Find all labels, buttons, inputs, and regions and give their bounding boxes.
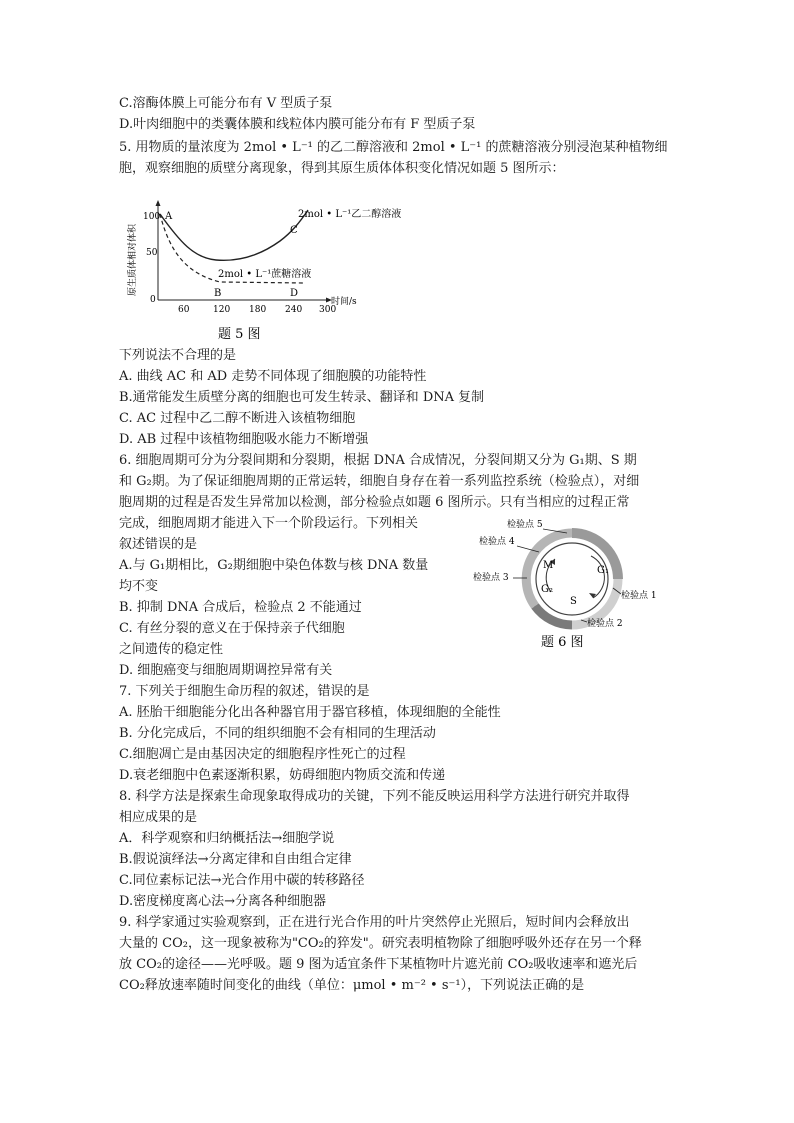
q6-stem-line4: 完成，细胞周期才能进入下一个阶段运行。下列相关 xyxy=(119,516,419,531)
q5-stem-line1: 5. 用物质的量浓度为 2mol • L⁻¹ 的乙二醇溶液和 2mol • L⁻¹ 的蔗糖溶液分别浸泡某种植物细 xyxy=(119,140,668,155)
q8-option-b: B.假说演绎法→分离定律和自由组合定律 xyxy=(119,852,352,867)
point-c-label: C xyxy=(290,225,298,236)
phase-s-label: S xyxy=(570,596,577,607)
q4-option-c: C.溶酶体膜上可能分布有 V 型质子泵 xyxy=(119,96,333,111)
q9-stem-line1: 9. 科学家通过实验观察到，正在进行光合作用的叶片突然停止光照后，短时间内会释放出 xyxy=(119,915,630,930)
x-tick-240: 240 xyxy=(285,305,303,315)
q6-option-a-line1: A.与 G₁期相比，G₂期细胞中染色体数与核 DNA 数量 xyxy=(119,558,429,573)
checkpoint-1-label: 检验点 1 xyxy=(621,591,657,601)
y-tick-0: 0 xyxy=(150,295,156,305)
q6-option-c-line1: C. 有丝分裂的意义在于保持亲子代细胞 xyxy=(119,621,345,636)
q6-option-b: B. 抑制 DNA 合成后，检验点 2 不能通过 xyxy=(119,600,362,615)
q7-stem: 7. 下列关于细胞生命历程的叙述，错误的是 xyxy=(119,684,370,699)
q8-option-c: C.同位素标记法→光合作用中碳的转移路径 xyxy=(119,873,365,888)
figure-6-cell-cycle xyxy=(455,516,695,656)
q7-option-b: B. 分化完成后，不同的组织细胞不会有相同的生理活动 xyxy=(119,726,436,741)
checkpoint-4-label: 检验点 4 xyxy=(479,537,515,547)
figure-5-caption: 题 5 图 xyxy=(218,327,261,342)
q6-option-d: D. 细胞癌变与细胞周期调控异常有关 xyxy=(119,663,333,678)
ethylene-glycol-curve xyxy=(160,210,308,260)
figure-5-chart xyxy=(122,196,402,346)
q7-option-d: D.衰老细胞中色素逐渐积累，妨碍细胞内物质交流和传递 xyxy=(119,768,446,783)
q9-stem-line2: 大量的 CO₂，这一现象被称为"CO₂的猝发"。研究表明植物除了细胞呼吸外还存在另一个释 xyxy=(119,936,642,951)
x-tick-120: 120 xyxy=(213,305,231,315)
q5-stem-line2: 胞，观察细胞的质壁分离现象，得到其原生质体体积变化情况如题 5 图所示： xyxy=(119,161,565,176)
figure-6-caption: 题 6 图 xyxy=(541,635,584,650)
q6-option-c-line2: 之间遗传的稳定性 xyxy=(119,642,224,657)
point-a-label: A xyxy=(165,211,173,222)
q6-option-a-line2: 均不变 xyxy=(119,579,159,594)
q9-stem-line3: 放 CO₂的途径——光呼吸。题 9 图为适宜条件下某植物叶片遮光前 CO₂吸收速率和遮光后 xyxy=(119,957,638,972)
y-axis-label: 原生质体相对体积 xyxy=(128,223,138,296)
point-b-label: B xyxy=(214,288,222,299)
ethylene-glycol-label: 2mol • L⁻¹乙二醇溶液 xyxy=(298,209,402,220)
q5-option-b: B.通常能发生质壁分离的细胞也可发生转录、翻译和 DNA 复制 xyxy=(119,390,485,405)
checkpoint-3-label: 检验点 3 xyxy=(473,573,509,583)
q5-option-d: D. AB 过程中该植物细胞吸水能力不断增强 xyxy=(119,432,369,447)
point-d-label: D xyxy=(290,288,299,299)
q9-stem-line4: CO₂释放速率随时间变化的曲线（单位：μmol • m⁻² • s⁻¹），下列说法正确的是 xyxy=(119,978,585,993)
phase-g1-label: G₁ xyxy=(597,565,609,576)
q8-stem-line1: 8. 科学方法是探索生命现象取得成功的关键，下列不能反映运用科学方法进行研究并取得 xyxy=(119,789,630,804)
q5-option-a: A. 曲线 AC 和 AD 走势不同体现了细胞膜的功能特性 xyxy=(119,369,427,384)
q8-stem-line2: 相应成果的是 xyxy=(119,810,198,825)
x-axis-label: 时间/s xyxy=(331,297,357,307)
y-tick-100: 100 xyxy=(143,212,161,222)
phase-m-label: M xyxy=(543,560,554,571)
q7-option-c: C.细胞凋亡是由基因决定的细胞程序性死亡的过程 xyxy=(119,747,406,762)
q6-stem-line3: 胞周期的过程是否发生异常加以检测，部分检验点如题 6 图所示。只有当相应的过程正常 xyxy=(119,495,630,510)
checkpoint-2-label: 检验点 2 xyxy=(587,619,623,629)
x-tick-60: 60 xyxy=(178,305,190,315)
phase-g2-label: G₂ xyxy=(541,584,553,595)
q5-question: 下列说法不合理的是 xyxy=(119,348,237,363)
q8-option-d: D.密度梯度离心法→分离各种细胞器 xyxy=(119,894,326,909)
q8-option-a: A．科学观察和归纳概括法→细胞学说 xyxy=(119,831,335,846)
q4-option-d: D.叶肉细胞中的类囊体膜和线粒体内膜可能分布有 F 型质子泵 xyxy=(119,117,476,132)
q6-stem-line5: 叙述错误的是 xyxy=(119,537,198,552)
q7-option-a: A. 胚胎干细胞能分化出各种器官用于器官移植，体现细胞的全能性 xyxy=(119,705,501,720)
sucrose-label: 2mol • L⁻¹蔗糖溶液 xyxy=(218,269,312,280)
x-tick-180: 180 xyxy=(249,305,267,315)
q5-option-c: C. AC 过程中乙二醇不断进入该植物细胞 xyxy=(119,411,356,426)
checkpoint-5-label: 检验点 5 xyxy=(507,520,543,530)
q6-stem-line2: 和 G₂期。为了保证细胞周期的正常运转，细胞自身存在着一系列监控系统（检验点），对细 xyxy=(119,474,640,489)
y-tick-50: 50 xyxy=(146,248,158,258)
x-tick-300: 300 xyxy=(319,305,337,315)
q6-stem-line1: 6. 细胞周期可分为分裂间期和分裂期，根据 DNA 合成情况，分裂间期又分为 G₁期、S 期 xyxy=(119,453,637,468)
